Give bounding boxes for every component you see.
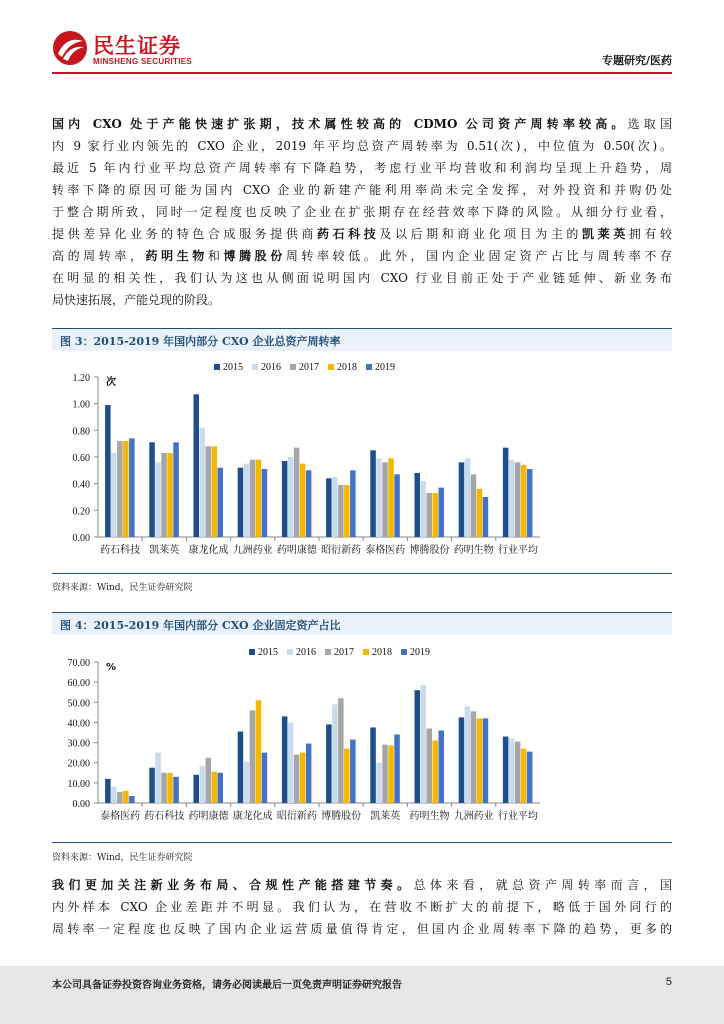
- bar-2019: [306, 744, 312, 803]
- bar-2015: [238, 731, 244, 803]
- figure-3-title: 图 3：2015-2019 年国内部分 CXO 企业总资产周转率: [60, 335, 341, 348]
- bar-2016: [200, 766, 206, 803]
- bar-2015: [459, 462, 465, 537]
- bar-2015: [370, 727, 376, 803]
- y-tick-label: 0.60: [72, 453, 90, 464]
- bar-2019: [306, 470, 312, 537]
- bar-2016: [376, 763, 382, 803]
- figure-4-title: 图 4：2015-2019 年国内部分 CXO 企业固定资产占比: [60, 619, 341, 632]
- figure-3-chart: [52, 355, 672, 570]
- bar-2018: [300, 753, 306, 803]
- bar-2019: [483, 497, 489, 537]
- x-category-label: 行业平均: [497, 811, 538, 822]
- paragraph-line: [52, 135, 672, 157]
- bar-2015: [149, 442, 155, 537]
- figure-3-source: 资料来源：Wind，民生证券研究院: [52, 583, 193, 593]
- bar-2016: [111, 787, 117, 803]
- text-span: 选取国: [627, 117, 672, 131]
- legend-label: 2018: [337, 362, 357, 373]
- bar-2015: [415, 473, 421, 537]
- bar-2018: [167, 453, 173, 537]
- footer-disclaimer: 本公司具备证券投资咨询业务资格，请务必阅读最后一页免责声明证券研究报告: [52, 980, 402, 991]
- x-category-label: 凯莱英: [370, 811, 401, 822]
- bar-2015: [105, 405, 111, 537]
- bar-2015: [282, 461, 288, 537]
- x-category-label: 九洲药业: [232, 545, 273, 556]
- report-section-label: 专题研究/医药: [601, 54, 672, 67]
- legend-swatch-2017: [290, 364, 296, 370]
- bar-2016: [111, 453, 117, 537]
- bar-2019: [262, 469, 268, 537]
- x-category-label: 药明康德: [276, 545, 317, 556]
- bar-2015: [238, 468, 244, 537]
- bar-2016: [465, 706, 471, 803]
- legend-label: 2015: [258, 647, 278, 658]
- bar-2019: [173, 777, 179, 803]
- bar-2019: [527, 469, 533, 537]
- bar-2016: [376, 458, 382, 537]
- text-span: 和: [207, 249, 224, 263]
- bar-2019: [218, 468, 224, 537]
- bar-2015: [415, 690, 421, 803]
- bar-2019: [439, 730, 445, 803]
- bar-2018: [477, 489, 483, 537]
- legend-swatch-2016: [252, 364, 258, 370]
- bar-2017: [338, 698, 344, 803]
- bar-2016: [465, 458, 471, 537]
- bar-2018: [344, 749, 350, 803]
- bar-2017: [382, 745, 388, 803]
- y-tick-label: 50.00: [67, 698, 90, 710]
- bar-2017: [515, 742, 521, 803]
- bar-2016: [244, 762, 250, 803]
- y-tick-label: 60.00: [67, 678, 90, 690]
- brand-name-cn: 民生证券: [93, 34, 181, 58]
- bar-2017: [206, 446, 212, 537]
- x-category-label: 行业平均: [497, 545, 538, 556]
- bar-2017: [117, 792, 123, 803]
- bar-2018: [344, 485, 350, 537]
- bar-2018: [388, 458, 394, 537]
- text-span: 周转率较低。此外，国内企业固定资产占比与周转率不存: [285, 249, 672, 263]
- x-category-label: 药明生物: [409, 811, 450, 822]
- bar-2018: [167, 773, 173, 803]
- x-category-label: 九洲药业: [453, 811, 494, 822]
- bar-2017: [250, 460, 256, 537]
- legend-swatch-2016: [287, 649, 293, 655]
- text-span: 及以后期和商业化项目为主的: [379, 227, 583, 241]
- asset-turnover-bar-chart: [52, 355, 672, 570]
- y-unit-label: %: [106, 662, 117, 673]
- bar-2016: [421, 481, 427, 537]
- bar-2019: [173, 442, 179, 537]
- x-category-label: 昭衍新药: [276, 811, 317, 822]
- bar-2016: [332, 704, 338, 803]
- bar-2017: [294, 755, 300, 803]
- paragraph-line: [52, 918, 672, 940]
- paragraph-line: [52, 179, 672, 201]
- text-span: 内外样本 CXO 企业差距并不明显。我们认为，在营收不断扩大的前提下，略低于国外同行的: [52, 900, 672, 914]
- legend-swatch-2015: [214, 364, 220, 370]
- x-category-label: 凯莱英: [149, 545, 180, 556]
- bar-2017: [471, 474, 477, 537]
- legend-label: 2019: [410, 647, 430, 658]
- x-category-label: 康龙化成: [188, 545, 229, 556]
- legend-label: 2016: [261, 362, 281, 373]
- bar-2019: [439, 488, 445, 537]
- bar-2018: [300, 464, 306, 537]
- bar-2017: [250, 710, 256, 803]
- figure-4-title-bar: [52, 612, 672, 635]
- y-tick-label: 1.00: [72, 399, 90, 411]
- text-span: 在明显的相关性，我们认为这也从侧面说明国内 CXO 行业目前正处于产业链延伸、新业务布: [52, 271, 672, 285]
- text-span: 高的周转率，: [52, 249, 146, 263]
- y-tick-label: 0.40: [72, 479, 90, 491]
- figure-4-bottom-rule: [52, 842, 672, 843]
- paragraph-line: [52, 223, 672, 245]
- body-paragraph-2: [52, 874, 672, 940]
- legend-swatch-2019: [366, 364, 372, 370]
- bar-2017: [427, 728, 433, 803]
- legend-label: 2019: [375, 362, 395, 373]
- y-unit-label: 次: [106, 377, 116, 388]
- bar-2019: [350, 740, 356, 803]
- bar-2015: [194, 394, 200, 537]
- minsheng-logo-icon: [52, 30, 88, 66]
- body-paragraph-1: [52, 113, 672, 311]
- paragraph-line: [52, 896, 672, 918]
- legend-label: 2017: [299, 362, 319, 373]
- bar-2019: [483, 718, 489, 803]
- bar-2017: [161, 453, 167, 537]
- y-tick-label: 30.00: [67, 738, 90, 750]
- bar-2016: [509, 739, 515, 803]
- x-category-label: 药明康德: [188, 811, 229, 822]
- bar-2016: [509, 460, 515, 537]
- bar-2017: [117, 441, 123, 537]
- company-name-bold: 药明生物: [145, 249, 208, 263]
- x-category-label: 泰格医药: [365, 545, 406, 556]
- bar-2018: [388, 746, 394, 803]
- bar-2017: [427, 493, 433, 537]
- paragraph-line: [52, 245, 672, 267]
- legend-swatch-2018: [328, 364, 334, 370]
- bar-2018: [212, 446, 218, 537]
- legend-label: 2016: [296, 647, 316, 658]
- legend-swatch-2015: [249, 649, 255, 655]
- text-span: 提供差异化业务的特色合成服务提供商: [52, 227, 317, 241]
- bar-2015: [105, 779, 111, 803]
- x-category-label: 博腾股份: [321, 811, 362, 822]
- header-divider: [52, 72, 672, 74]
- y-tick-label: 10.00: [67, 778, 90, 790]
- legend-label: 2017: [334, 647, 354, 658]
- bar-2018: [433, 741, 439, 803]
- bar-2018: [256, 460, 262, 537]
- text-span: 内 9 家行业内领先的 CXO 企业，2019 年平均总资产周转率为 0.51(次)，中位值为 0.50(次)。: [52, 139, 672, 153]
- legend-label: 2015: [223, 362, 243, 373]
- bar-2019: [527, 752, 533, 803]
- bar-2017: [382, 462, 388, 537]
- paragraph-line: [52, 201, 672, 223]
- bar-2018: [521, 749, 527, 803]
- bar-2015: [503, 737, 509, 803]
- bar-2019: [394, 474, 400, 537]
- company-name-bold: 药石科技: [317, 227, 380, 241]
- bar-2016: [244, 464, 250, 537]
- paragraph-line: [52, 113, 672, 135]
- brand-name-en: MINSHENG SECURITIES: [93, 57, 193, 66]
- bar-2016: [288, 457, 294, 537]
- bar-2018: [123, 441, 129, 537]
- figure-3-bottom-rule: [52, 573, 672, 574]
- paragraph-line: [52, 874, 672, 896]
- lead-sentence-bold: 我们更加关注新业务布局、合规性产能搭建节奏。: [52, 878, 414, 892]
- bar-2019: [129, 438, 135, 537]
- company-name-bold: 凯莱英: [582, 227, 629, 241]
- bar-2017: [515, 462, 521, 537]
- bar-2016: [332, 477, 338, 537]
- y-tick-label: 0.20: [72, 506, 90, 518]
- bar-2016: [155, 753, 161, 803]
- page-number: 5: [665, 976, 672, 988]
- text-span: 于整合期所致，同时一定程度也反映了企业在扩张期存在经营效率下降的风险。从细分行业看，: [52, 205, 672, 219]
- x-category-label: 昭衍新药: [321, 545, 362, 556]
- bar-2015: [194, 775, 200, 803]
- x-category-label: 博腾股份: [409, 545, 450, 556]
- bar-2015: [370, 450, 376, 537]
- lead-sentence-bold: 国内 CXO 处于产能快速扩张期，技术属性较高的 CDMO 公司资产周转率较高。: [52, 117, 628, 131]
- figure-4-chart: [52, 640, 672, 830]
- text-span: 局快速拓展，产能兑现的阶段。: [52, 293, 221, 307]
- legend-swatch-2018: [363, 649, 369, 655]
- bar-2018: [212, 772, 218, 803]
- bar-2017: [471, 711, 477, 803]
- y-tick-label: 20.00: [67, 758, 90, 770]
- paragraph-line: [52, 157, 672, 179]
- footer-band: [0, 966, 724, 1024]
- company-name-bold: 博腾股份: [223, 249, 286, 263]
- bar-2019: [350, 470, 356, 537]
- text-span: 最近 5 年内行业平均总资产周转率有下降趋势，考虑行业平均营收和利润均呈现上升趋势，周: [52, 161, 672, 175]
- text-span: 总体来看，就总资产周转率而言，国: [413, 878, 672, 892]
- y-tick-label: 70.00: [67, 658, 90, 669]
- bar-2019: [129, 796, 135, 803]
- bar-2018: [433, 493, 439, 537]
- legend-label: 2018: [372, 647, 392, 658]
- figure-4-source: 资料来源：Wind，民生证券研究院: [52, 853, 193, 863]
- y-tick-label: 0.00: [72, 533, 90, 544]
- bar-2015: [459, 717, 465, 803]
- x-category-label: 泰格医药: [100, 811, 141, 822]
- bar-2018: [521, 465, 527, 537]
- bar-2019: [262, 753, 268, 803]
- text-span: 拥有较: [628, 227, 672, 241]
- bar-2019: [218, 773, 224, 803]
- x-category-label: 康龙化成: [232, 811, 273, 822]
- text-span: 转率下降的原因可能为国内 CXO 企业的新建产能利用率尚未完全发挥，对外投资和并购仍处: [52, 183, 672, 197]
- x-category-label: 药石科技: [144, 811, 185, 822]
- bar-2018: [256, 700, 262, 803]
- x-category-label: 药明生物: [453, 545, 494, 556]
- bar-2015: [149, 768, 155, 803]
- bar-2015: [282, 716, 288, 803]
- bar-2018: [123, 791, 129, 803]
- legend-swatch-2019: [401, 649, 407, 655]
- x-category-label: 药石科技: [100, 545, 141, 556]
- bar-2016: [200, 428, 206, 537]
- bar-2016: [421, 685, 427, 803]
- y-tick-label: 0.00: [72, 799, 90, 810]
- text-span: 周转率一定程度也反映了国内企业运营质量值得肯定，但国内企业周转率下降的趋势，更多的: [52, 922, 672, 936]
- bar-2015: [326, 478, 332, 537]
- y-tick-label: 0.80: [72, 426, 90, 438]
- fixed-asset-ratio-bar-chart: [52, 640, 672, 830]
- paragraph-line: [52, 267, 672, 289]
- y-tick-label: 40.00: [67, 718, 90, 730]
- y-tick-label: 1.20: [72, 373, 90, 384]
- bar-2017: [338, 485, 344, 537]
- bar-2019: [394, 735, 400, 803]
- bar-2017: [294, 448, 300, 537]
- bar-2016: [155, 462, 161, 537]
- bar-2016: [288, 722, 294, 803]
- bar-2015: [503, 448, 509, 537]
- bar-2017: [206, 758, 212, 803]
- bar-2018: [477, 718, 483, 803]
- legend-swatch-2017: [325, 649, 331, 655]
- bar-2017: [161, 773, 167, 803]
- figure-3-title-bar: [52, 328, 672, 351]
- bar-2015: [326, 724, 332, 803]
- paragraph-line: [52, 289, 672, 311]
